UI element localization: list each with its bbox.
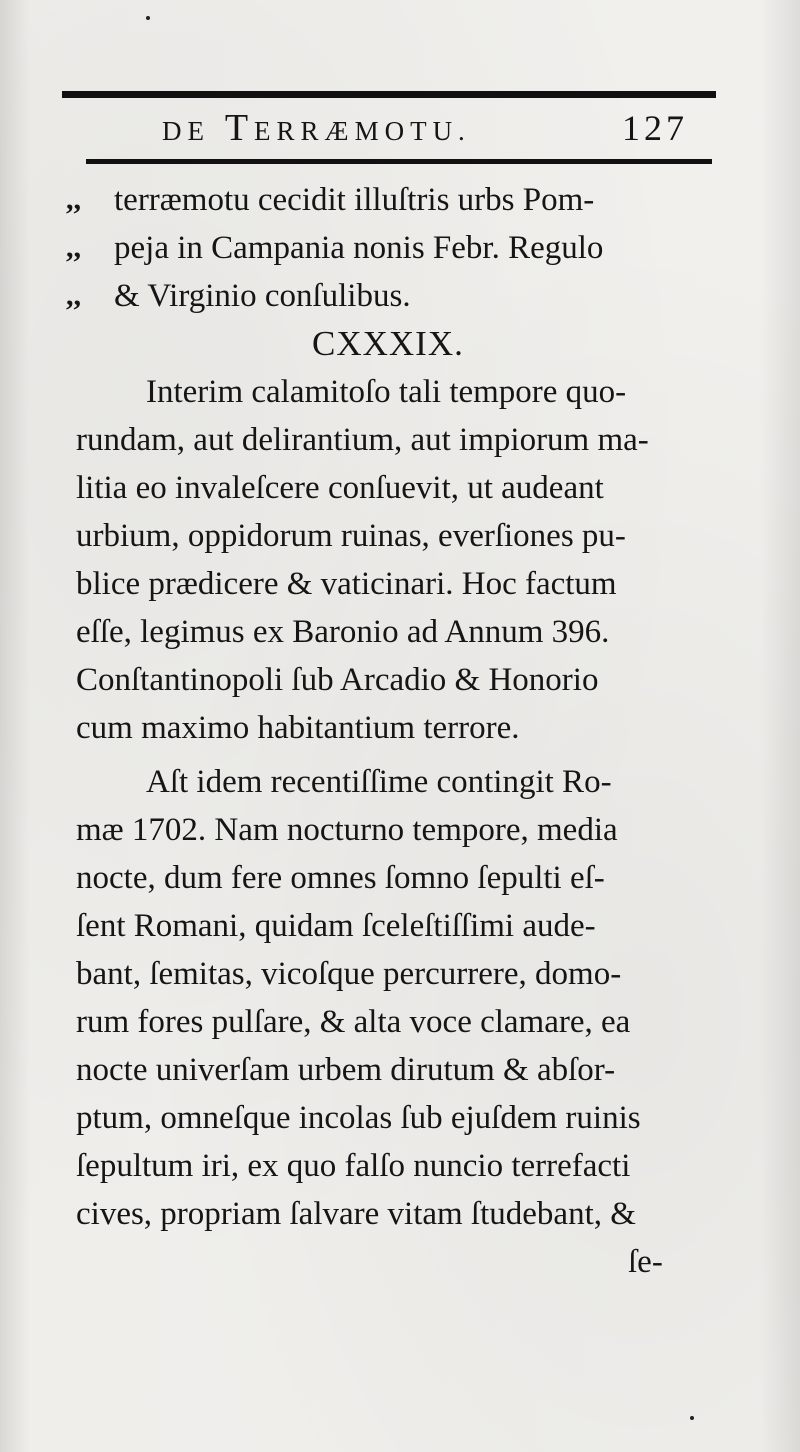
catchword: ſe-: [628, 1244, 663, 1280]
quoted-line: & Virginio conſulibus.: [114, 278, 411, 314]
text-line: rum fores pulſare, & alta voce clamare, ea: [76, 1004, 631, 1040]
text-line: Conſtantinopoli ſub Arcadio & Honorio: [76, 662, 599, 698]
text-line: blice prædicere & vaticinari. Hoc factum: [76, 566, 617, 602]
quote-mark: ,,: [66, 279, 81, 312]
text-line: nocte, dum fere omnes ſomno ſepulti eſ-: [76, 860, 605, 896]
text-line: cives, propriam ſalvare vitam ſtudebant, &: [76, 1196, 636, 1232]
section-heading: CXXXIX.: [312, 324, 464, 363]
text-line: Aſt idem recentiſſime contingit Ro-: [146, 764, 612, 800]
quoted-line: terræmotu cecidit illuſtris urbs Pom-: [114, 182, 595, 218]
head-rule: [86, 159, 712, 164]
page-number: 127: [622, 108, 688, 148]
text-line: litia eo invaleſcere conſuevit, ut audeant: [76, 470, 604, 506]
running-title-initial: T: [224, 107, 255, 149]
text-line: rundam, aut delirantium, aut impiorum ma-: [76, 422, 649, 458]
ink-speck: [690, 1416, 694, 1420]
running-title: [162, 102, 471, 157]
text-line: urbium, oppidorum ruinas, everſiones pu-: [76, 518, 626, 554]
running-title-prefix: DE: [162, 116, 210, 146]
running-title-rest: ERRÆMOTU.: [254, 116, 471, 146]
quote-mark: ,,: [66, 183, 81, 216]
text-line: ſepultum iri, ex quo falſo nuncio terrefacti: [76, 1148, 631, 1184]
text-line: ſent Romani, quidam ſceleſtiſſimi aude-: [76, 908, 596, 944]
top-rule: [62, 91, 716, 98]
quoted-line: peja in Campania nonis Febr. Regulo: [114, 230, 604, 266]
text-line: nocte univerſam urbem dirutum & abſor-: [76, 1052, 616, 1088]
running-head: [62, 102, 716, 154]
quote-mark: ,,: [66, 231, 81, 264]
ink-speck: [146, 16, 150, 20]
text-line: ptum, omneſque incolas ſub ejuſdem ruinis: [76, 1100, 641, 1136]
text-line: bant, ſemitas, vicoſque percurrere, domo-: [76, 956, 622, 992]
text-line: eſſe, legimus ex Baronio ad Annum 396.: [76, 614, 610, 650]
text-line: Interim calamitoſo tali tempore quo-: [146, 374, 627, 410]
text-line: mæ 1702. Nam nocturno tempore, media: [76, 812, 618, 848]
text-line: cum maximo habitantium terrore.: [76, 710, 520, 746]
